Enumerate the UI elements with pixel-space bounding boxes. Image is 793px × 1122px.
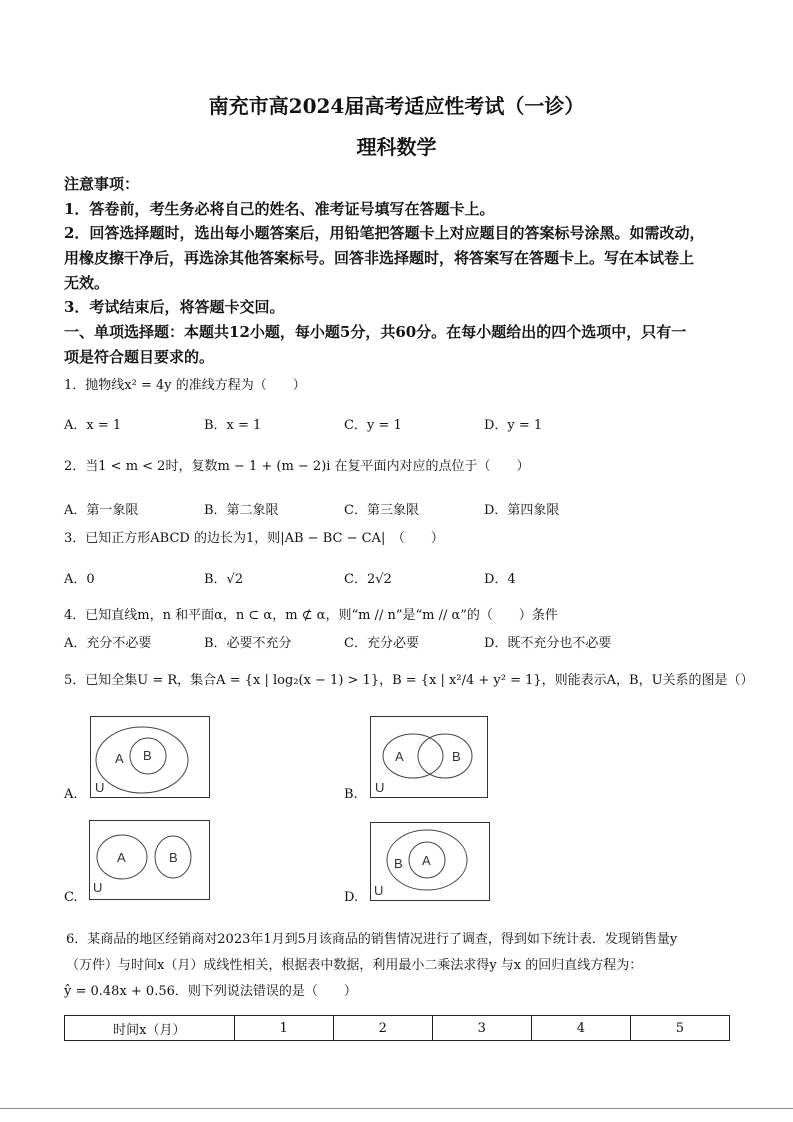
- q3-option-a[interactable]: A．0: [64, 572, 95, 587]
- q4-option-c[interactable]: C．充分必要: [344, 636, 419, 651]
- question-6-line-1: 6．某商品的地区经销商对2023年1月到5月该商品的销售情况进行了调查，得到如下统计表．发现销售量y: [66, 932, 678, 947]
- q4-option-d[interactable]: D．既不充分也不必要: [484, 636, 612, 651]
- table-cell: 4: [531, 1016, 630, 1041]
- question-4-stem: 4．已知直线m，n 和平面α，n ⊂ α，m ⊄ α，则“m // n”是“m // α”的（ ）条件: [64, 608, 558, 623]
- venn-a-label-u: U: [95, 780, 105, 795]
- venn-diagram-d[interactable]: [370, 822, 490, 901]
- q2-option-c[interactable]: C．第三象限: [344, 503, 419, 518]
- venn-diagram-a[interactable]: [90, 716, 210, 798]
- table-cell: 3: [432, 1016, 531, 1041]
- venn-b-label-u: U: [375, 780, 385, 795]
- venn-c-label-a: A: [117, 850, 126, 865]
- section-heading-line-2: 项是符合题目要求的。: [64, 348, 215, 366]
- q1-option-a[interactable]: A．x = 1: [64, 418, 122, 433]
- question-1-stem: 1．抛物线x² = 4y 的准线方程为（ ）: [64, 378, 306, 393]
- venn-b-label-a: A: [395, 749, 404, 764]
- q3-option-c[interactable]: C．2√2: [344, 572, 392, 587]
- exam-subtitle: 理科数学: [356, 135, 437, 159]
- q3-option-d[interactable]: D．4: [484, 572, 516, 587]
- table-header-cell: 时间x（月）: [65, 1016, 235, 1041]
- q2-option-d[interactable]: D．第四象限: [484, 503, 560, 518]
- note-item-1: 1．答卷前，考生务必将自己的姓名、准考证号填写在答题卡上。: [64, 200, 495, 218]
- sales-table: [64, 1015, 730, 1041]
- page-bottom-divider: [0, 1108, 793, 1109]
- q5-option-d-label[interactable]: D.: [344, 890, 359, 905]
- q1-option-b[interactable]: B．x = 1: [204, 418, 262, 433]
- q1-option-d[interactable]: D．y = 1: [484, 418, 543, 433]
- note-item-2-line-1: 2．回答选择题时，选出每小题答案后，用铅笔把答题卡上对应题目的答案标号涂黑。如需改动，: [64, 224, 705, 242]
- q3-option-b[interactable]: B．√2: [204, 572, 244, 587]
- note-item-2-line-3: 无效。: [64, 274, 110, 292]
- question-5-stem: 5．已知全集U = R，集合A = {x | log₂(x − 1) > 1}，B = {x | x²/4 + y² = 1}，则能表示A，B，U关系的图是（）: [64, 673, 754, 688]
- question-6-line-2: （万件）与时间x（月）成线性相关，根据表中数据，利用最小二乘法求得y 与x 的回归直线方程为：: [66, 958, 643, 973]
- q2-option-b[interactable]: B．第二象限: [204, 503, 279, 518]
- venn-a-label-b: B: [143, 748, 152, 763]
- q1-option-c[interactable]: C．y = 1: [344, 418, 402, 433]
- exam-title: 南充市高2024届高考适应性考试（一诊）: [208, 94, 585, 118]
- q5-option-c-label[interactable]: C.: [64, 890, 78, 905]
- q2-option-a[interactable]: A．第一象限: [64, 503, 139, 518]
- section-heading-line-1: 一、单项选择题：本题共12小题，每小题5分，共60分。在每小题给出的四个选项中，只有一: [64, 323, 687, 341]
- question-6-line-3: ŷ = 0.48x + 0.56．则下列说法错误的是（ ）: [64, 984, 357, 999]
- venn-d-label-u: U: [374, 883, 384, 898]
- table-cell: 1: [234, 1016, 333, 1041]
- q4-option-a[interactable]: A．充分不必要: [64, 636, 152, 651]
- venn-a-label-a: A: [115, 751, 124, 766]
- venn-c-label-b: B: [169, 850, 178, 865]
- venn-diagram-c[interactable]: [89, 820, 210, 900]
- venn-c-label-u: U: [93, 880, 103, 895]
- note-item-2-line-2: 用橡皮擦干净后，再选涂其他答案标号。回答非选择题时，将答案写在答题卡上。写在本试卷上: [64, 249, 695, 267]
- venn-diagram-b[interactable]: [370, 716, 488, 798]
- venn-d-label-a: A: [422, 853, 431, 868]
- q5-option-a-label[interactable]: A.: [64, 787, 78, 802]
- table-row: [65, 1016, 730, 1041]
- q5-option-b-label[interactable]: B.: [344, 787, 358, 802]
- question-2-stem: 2．当1 < m < 2时，复数m − 1 + (m − 2)i 在复平面内对应的点位于（ ）: [64, 459, 530, 474]
- question-3-stem: 3．已知正方形ABCD 的边长为1，则|AB − BC − CA| （ ）: [64, 531, 444, 546]
- venn-d-label-b: B: [394, 856, 403, 871]
- note-item-3: 3．考试结束后，将答题卡交回。: [64, 298, 285, 316]
- table-cell: 2: [333, 1016, 432, 1041]
- q4-option-b[interactable]: B．必要不充分: [204, 636, 292, 651]
- venn-b-label-b: B: [452, 749, 461, 764]
- table-cell: 5: [630, 1016, 729, 1041]
- notes-heading: 注意事项：: [64, 175, 140, 193]
